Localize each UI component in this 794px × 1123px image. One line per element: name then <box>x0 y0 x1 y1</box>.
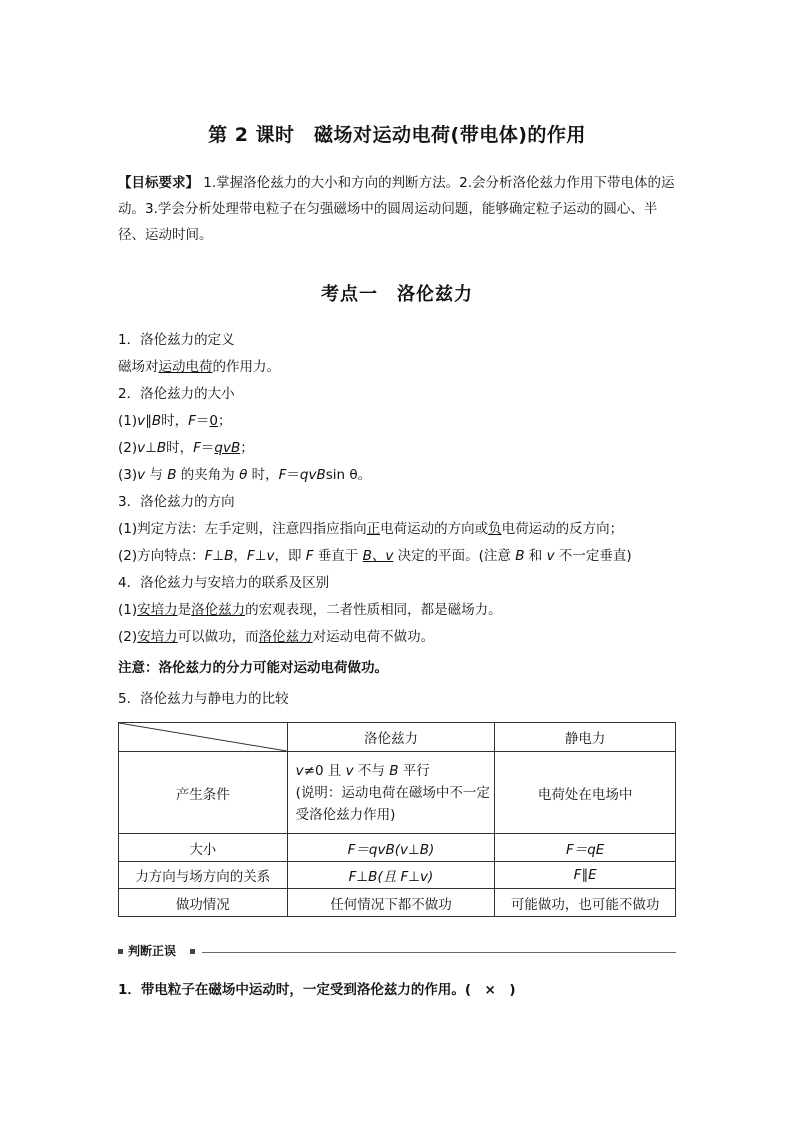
underlined-answer: 安培力 <box>137 602 178 618</box>
row-label: 产生条件 <box>119 752 288 834</box>
objectives-text: 1.掌握洛伦兹力的大小和方向的判断方法。2.会分析洛伦兹力作用下带电体的运动。3.学会分析处理带电粒子在匀强磁场中的圆周运动问题，能够确定粒子运动的圆心、半径、运动时间。 <box>118 175 675 243</box>
table-row <box>119 834 676 862</box>
table-row <box>119 862 676 889</box>
table-cell: F＝qvB(v⊥B) <box>287 834 495 862</box>
p2-line-3: (3)v 与 B 的夹角为 θ 时，F＝qvBsin θ。 <box>118 467 372 483</box>
objectives-tag: 【目标要求】 <box>118 175 199 191</box>
p4-line-2: (2)安培力可以做功，而洛伦兹力对运动电荷不做功。 <box>118 629 435 645</box>
table-row <box>119 723 676 752</box>
judge-section-header <box>118 944 676 960</box>
p1-heading: 1．洛伦兹力的定义 <box>118 332 235 348</box>
objectives-paragraph <box>118 170 678 248</box>
table-cell: F⊥B(且 F⊥v) <box>287 862 495 889</box>
underlined-answer: 洛伦兹力 <box>191 602 246 618</box>
table-cell: F∥E <box>495 862 676 889</box>
p4-line-1: (1)安培力是洛伦兹力的宏观表现，二者性质相同，都是磁场力。 <box>118 602 502 618</box>
header-electrostatic: 静电力 <box>495 723 676 752</box>
underlined-answer: 正 <box>366 521 381 537</box>
row-label: 大小 <box>119 834 288 862</box>
table-cell: v≠0 且 v 不与 B 平行 (说明：运动电荷在磁场中不一定受洛伦兹力作用) <box>287 752 495 834</box>
p3-line-1: (1)判定方法：左手定则，注意四指应指向正电荷运动的方向或负电荷运动的反方向； <box>118 521 624 537</box>
p3-heading: 3．洛伦兹力的方向 <box>118 494 235 510</box>
square-bullet-icon <box>190 949 195 954</box>
p2-line-1: (1)v∥B时，F＝0； <box>118 413 232 429</box>
p2-line-2: (2)v⊥B时，F＝qvB； <box>118 440 254 456</box>
comparison-table <box>118 722 676 917</box>
header-lorentz: 洛伦兹力 <box>287 723 495 752</box>
p4-heading: 4．洛伦兹力与安培力的联系及区别 <box>118 575 330 591</box>
underlined-answer: 安培力 <box>137 629 178 645</box>
divider <box>202 952 676 953</box>
diagonal-line <box>119 723 287 751</box>
underlined-answer: B、v <box>362 548 394 564</box>
row-label: 力方向与场方向的关系 <box>119 862 288 889</box>
table-cell: 可能做功，也可能不做功 <box>495 889 676 917</box>
judge-question-1: 1．带电粒子在磁场中运动时，一定受到洛伦兹力的作用。( × ) <box>118 982 516 998</box>
diagonal-header-cell <box>119 723 288 752</box>
square-bullet-icon <box>118 949 123 954</box>
row-label: 做功情况 <box>119 889 288 917</box>
table-row <box>119 889 676 917</box>
p5-heading: 5．洛伦兹力与静电力的比较 <box>118 691 289 707</box>
underlined-answer: 洛伦兹力 <box>258 629 313 645</box>
underlined-answer: 负 <box>488 521 502 537</box>
table-cell: F＝qE <box>495 834 676 862</box>
p2-heading: 2．洛伦兹力的大小 <box>118 386 235 402</box>
underlined-answer: qvB <box>214 440 241 456</box>
content-body <box>118 327 688 713</box>
table-row <box>119 752 676 834</box>
lesson-title: 第 2 课时 磁场对运动电荷(带电体)的作用 <box>208 124 586 146</box>
note: 注意：洛伦兹力的分力可能对运动电荷做功。 <box>118 660 388 676</box>
section-title: 考点一 洛伦兹力 <box>321 284 473 305</box>
table-cell: 电荷处在电场中 <box>495 752 676 834</box>
p1-text: 磁场对运动电荷的作用力。 <box>118 359 280 375</box>
judge-label: 判断正误 <box>128 944 177 958</box>
underlined-answer: 运动电荷 <box>158 359 213 375</box>
p3-line-2: (2)方向特点：F⊥B，F⊥v，即 F 垂直于 B、v 决定的平面。(注意 B 和 v 不一定垂直) <box>118 548 632 564</box>
table-cell: 任何情况下都不做功 <box>287 889 495 917</box>
underlined-answer: 0 <box>209 413 218 429</box>
